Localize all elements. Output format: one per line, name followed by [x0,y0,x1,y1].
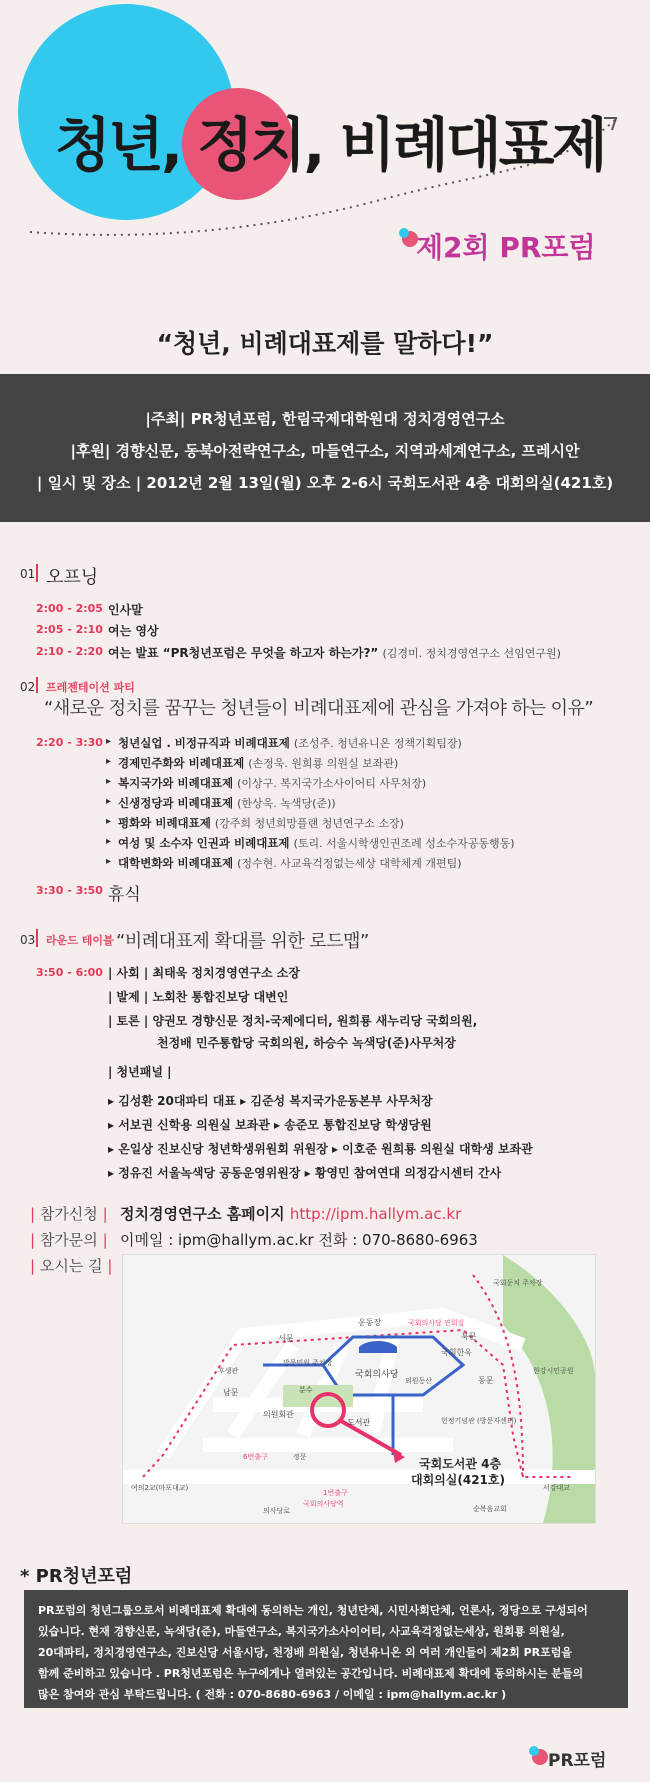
bullet-icon: ▸ [106,776,112,787]
bullet-icon: ▸ [106,836,112,847]
about-text-line: 있습니다. 현재 경향신문, 녹색당(준), 마들연구소, 복지국가소사이어티, 사교육걱정없는세상, 원희룡 의원실, [38,1625,565,1638]
map-label: 순복음교회 [473,1505,507,1513]
footer-logo-icon [528,1744,550,1766]
section-number: 02 [20,680,36,694]
footer-logo: PR포럼 [548,1751,607,1771]
hero-banner [0,0,650,300]
map-label: 외원동산 [405,1377,433,1385]
agenda-item [108,622,159,639]
talk-title: 복지국가와 비례대표제 [118,776,234,790]
break-time: 3:30 - 3:50 [36,884,103,897]
talk-item [118,735,462,751]
time-slot: 2:20 - 3:30 [36,736,103,749]
organizer-line: |주최| PR청년포럼, 한림국제대학원대 정치경영연구소 [145,410,505,428]
map-label: 서강대교 [543,1484,571,1492]
agenda-item-text: 인사말 [108,603,143,617]
agenda-item-text: 여는 영상 [108,624,159,638]
page-title: 청년, 정치, 비례대표제 [55,111,605,179]
apply-value [120,1203,461,1224]
section-divider [36,564,38,582]
bullet-icon: ▸ [106,816,112,827]
panel-row: ▸ 온일상 진보신당 청년학생위원회 위원장 ▸ 이호준 원희룡 의원실 대학생 보좌관 [108,1142,533,1156]
venue-map [122,1254,596,1524]
tagline: “청년, 비례대표제를 말하다!” [156,329,494,358]
bullet-icon: ▸ [106,796,112,807]
about-box [24,1590,628,1708]
talk-speaker: (한상욱. 녹색당(준)) [237,797,336,810]
section-divider [36,677,38,693]
map-label: 서문 [278,1334,294,1343]
talk-speaker: (강주희 청년희망플랜 청년연구소 소장) [214,817,404,830]
directions-label: | 오시는 길 | [30,1257,113,1275]
panel-row: ▸ 서보권 신학용 의원실 보좌관 ▸ 송준모 통합진보당 학생당원 [108,1118,432,1132]
panel-row: ▸ 정유진 서울녹색당 공동운영위원장 ▸ 황영민 참여연대 의정감시센터 간사 [108,1166,502,1180]
agenda-item [108,601,143,618]
map-label: 여의2교(마포대교) [131,1484,189,1492]
talk-speaker: (조성주. 청년유니온 정책기획팀장) [293,737,462,750]
map-label: 동문 [478,1376,494,1385]
section-heading: “새로운 정치를 꿈꾸는 청년들이 비례대표제에 관심을 가져야 하는 이유” [44,698,594,719]
time-slot: 2:05 - 2:10 [36,623,103,636]
section-number: 01 [20,567,36,581]
talk-title: 대학변화와 비례대표제 [118,856,234,870]
time-slot: 2:10 - 2:20 [36,645,103,658]
map-label: 후생관 [218,1367,239,1375]
section-tag: 라운드 테이블 [46,934,114,947]
about-title: * PR청년포럼 [20,1566,133,1587]
map-label: 의사당로 [263,1507,291,1515]
talk-item [118,855,462,871]
about-text-line: 함께 준비하고 있습니다 . PR청년포럼은 누구에게나 열려있는 공간입니다. 비례대표제 확대에 동의하시는 분들의 [38,1667,584,1680]
talk-speaker: (이상구. 복지국가소사이어티 사무처장) [237,777,427,790]
time-slot: 2:00 - 2:05 [36,602,103,615]
event-info-band [0,374,650,522]
venue-label: 국회도서관 4층 [419,1457,502,1471]
talk-title: 경제민주화와 비례대표제 [118,756,245,770]
section-heading: “비례대표제 확대를 위한 로드맵” [116,931,369,952]
bullet-icon: ▸ [106,736,112,747]
inquiry-label-text: 참가문의 [39,1231,98,1249]
map-label: 방문민원 주차장 [283,1359,333,1367]
map-label: 한강시민공원 [533,1367,574,1375]
youth-panel-heading: | 청년패널 | [108,1065,172,1079]
talk-title: 여성 및 소수자 인권과 비례대표제 [118,836,290,850]
map-graphic [123,1255,595,1523]
panel-row: ▸ 김성환 20대파티 대표 ▸ 김준성 복지국가운동본부 사무처장 [108,1094,433,1108]
agenda-item-text: 여는 발표 “PR청년포럼은 무엇을 하고자 하는가?” [108,646,379,660]
bullet-icon: ▸ [106,856,112,867]
map-label: 운동장 [358,1318,382,1327]
presenter-line: | 발제 | 노회찬 통합진보당 대변인 [108,990,289,1004]
directions-label-text: 오시는 길 [39,1257,103,1275]
map-label: 국회한옥 [441,1348,472,1357]
apply-value-text: 정치경영연구소 홈페이지 [120,1205,285,1223]
map-label: 분수 [299,1386,313,1394]
section-divider [36,929,38,947]
about-text-line: 20대파티, 정치경영연구소, 진보신당 서울시당, 천정배 의원실, 청년유니온 외 여러 개인들이 제2회 PR포럼을 [38,1646,572,1659]
section-title: 오프닝 [46,567,99,588]
talk-speaker: (정수현. 사교육걱정없는세상 대학체계 개편팀) [237,857,462,870]
discussant-line: | 토론 | 양권모 경향신문 정치-국제에디터, 원희룡 새누리당 국회의원, [108,1014,478,1028]
talk-speaker: (손정욱. 원희룡 의원실 보좌관) [248,757,399,770]
map-label: 헌정기념관 (방문자센터) [441,1417,517,1425]
forum-edition: 제2회 PR포럼 [416,231,596,264]
map-label: 의원회관 [263,1410,294,1419]
apply-link[interactable]: http://ipm.hallym.ac.kr [289,1205,462,1223]
talk-title: 신생정당과 비례대표제 [118,796,234,810]
moderator-line: | 사회 | 최태욱 정치경영연구소 소장 [108,966,300,980]
break-label: 휴식 [108,885,141,905]
map-label: 남문 [223,1388,239,1397]
map-label: 국회의사당역 [303,1500,344,1508]
datetime-line: | 일시 및 장소 | 2012년 2월 13일(월) 오후 2-6시 국회도서관 4층 대회의실(421호) [36,474,614,492]
map-label: 1번출구 [323,1489,348,1497]
apply-label: | 참가신청 | [30,1205,108,1223]
talk-item [118,815,404,831]
talk-title: 평화와 비례대표제 [118,816,211,830]
apply-label-text: 참가신청 [39,1205,98,1223]
section-number: 03 [20,933,36,947]
about-text-line: PR포럼의 청년그룹으로서 비례대표제 확대에 동의하는 개인, 청년단체, 시민사회단체, 언론사, 정당으로 구성되어 [38,1604,588,1617]
talk-item [118,795,336,811]
map-label: 국회둔치 주차장 [493,1279,543,1287]
agenda-item [108,644,561,661]
section-tag: 프레젠테이션 파티 [46,681,135,694]
inquiry-value: 이메일 : ipm@hallym.ac.kr 전화 : 070-8680-6963 [120,1231,478,1249]
discussant-line-2: 천정배 민주통합당 국회의원, 하승수 녹색당(준)사무처장 [157,1036,456,1050]
sponsor-line: |후원| 경향신문, 동북아전략연구소, 마들연구소, 지역과세계연구소, 프레시안 [70,442,580,460]
map-label: 6번출구 [243,1453,268,1461]
talk-item [118,755,398,771]
map-label: 북문 [461,1332,477,1341]
talk-title: 청년실업 . 비정규직과 비례대표제 [118,736,290,750]
about-text-line: 많은 참여와 관심 부탁드립니다. ( 전화 : 070-8680-6963 / 이메일 : ipm@hallym.ac.kr ) [38,1688,507,1701]
time-slot: 3:50 - 6:00 [36,966,103,979]
talk-item [118,775,426,791]
inquiry-label: | 참가문의 | [30,1231,108,1249]
bullet-icon: ▸ [106,756,112,767]
talk-speaker: (토리. 서울시학생인권조례 성소수자공동행동) [293,837,515,850]
map-label: 정문 [293,1453,307,1461]
map-label: 국회의사당 연회실 [408,1319,465,1327]
agenda-item-speaker: (김경미. 정치경영연구소 선임연구원) [382,647,561,660]
map-label: 도서관 [347,1418,371,1427]
talk-item [118,835,515,851]
map-label: 국회의사당 [355,1370,399,1380]
venue-label: 대회의실(421호) [411,1473,505,1487]
